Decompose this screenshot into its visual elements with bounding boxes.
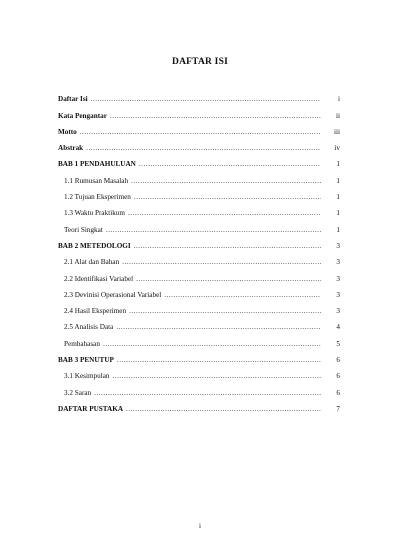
dot-leader bbox=[117, 356, 321, 365]
toc-entry-page: 4 bbox=[336, 323, 340, 332]
toc-entry-page: 1 bbox=[336, 209, 340, 218]
toc-entry-page: 6 bbox=[336, 388, 340, 397]
toc-chapter-entry bbox=[58, 235, 340, 251]
toc-subentry bbox=[58, 186, 340, 202]
toc-entry-label: 2.3 Devinisi Operasional Variabel bbox=[64, 290, 162, 299]
toc-chapter-entry bbox=[58, 121, 340, 137]
toc-entry-label: 3.2 Saran bbox=[64, 388, 92, 397]
toc-entry-page: i bbox=[338, 95, 340, 104]
toc-entry-page: 1 bbox=[336, 160, 340, 169]
toc-entry-label: 2.4 Hasil Eksperimen bbox=[64, 307, 127, 316]
toc-entry-page: 6 bbox=[336, 356, 340, 365]
dot-leader bbox=[134, 242, 321, 251]
dot-leader bbox=[136, 275, 321, 284]
toc-entry-label: Kata Pengantar bbox=[58, 111, 107, 120]
toc-subentry bbox=[58, 202, 340, 218]
toc-chapter-entry bbox=[58, 88, 340, 104]
toc-subentry bbox=[58, 169, 340, 185]
page-title: DAFTAR ISI bbox=[172, 57, 228, 67]
toc-entry-label: 2.5 Analisis Data bbox=[64, 323, 114, 332]
dot-leader bbox=[131, 177, 321, 186]
toc-subentry bbox=[58, 300, 340, 316]
toc-entry-label: BAB 2 METEDOLOGI bbox=[58, 241, 131, 250]
toc-subentry bbox=[58, 284, 340, 300]
dot-leader bbox=[86, 144, 321, 153]
toc-entry-page: 3 bbox=[336, 241, 340, 250]
toc-entry-page: 3 bbox=[336, 274, 340, 283]
dot-leader bbox=[128, 209, 321, 218]
toc-entry-page: 7 bbox=[336, 404, 340, 413]
dot-leader bbox=[126, 405, 321, 414]
page-number: i bbox=[199, 522, 201, 530]
dot-leader bbox=[134, 193, 321, 202]
toc-entry-page: 1 bbox=[336, 193, 340, 202]
dot-leader bbox=[122, 258, 321, 267]
toc-entry-label: BAB 3 PENUTUP bbox=[58, 356, 114, 365]
toc-subentry bbox=[58, 251, 340, 267]
toc-entry-page: 1 bbox=[336, 176, 340, 185]
toc-subentry bbox=[58, 381, 340, 397]
toc-chapter-entry bbox=[58, 349, 340, 365]
toc-subentry bbox=[58, 365, 340, 381]
toc-entry-page: iv bbox=[334, 144, 340, 153]
toc-entry-page: ii bbox=[336, 111, 340, 120]
dot-leader bbox=[113, 372, 321, 381]
toc-subentry bbox=[58, 332, 340, 348]
toc-subentry bbox=[58, 316, 340, 332]
toc-entry-label: BAB 1 PENDAHULUAN bbox=[58, 160, 136, 169]
dot-leader bbox=[129, 307, 321, 316]
toc-entry-page: 6 bbox=[336, 372, 340, 381]
toc-entry-label: Motto bbox=[58, 127, 77, 136]
toc-entry-label: DAFTAR PUSTAKA bbox=[58, 404, 124, 413]
toc-chapter-entry bbox=[58, 153, 340, 169]
toc-entry-label: Teori Singkat bbox=[64, 225, 103, 234]
dot-leader bbox=[106, 226, 321, 235]
toc-entry-label: 2.1 Alat dan Bahan bbox=[64, 258, 120, 267]
toc-entry-label: 1.1 Rumusan Masalah bbox=[64, 176, 129, 185]
dot-leader bbox=[116, 323, 321, 332]
toc-entry-page: 5 bbox=[336, 339, 340, 348]
toc-entry-page: 3 bbox=[336, 258, 340, 267]
toc-entry-page: 3 bbox=[336, 307, 340, 316]
toc-entry-label: Pembahasan bbox=[64, 339, 100, 348]
toc-entry-label: 1.2 Tujuan Eksperimen bbox=[64, 193, 131, 202]
toc-chapter-entry bbox=[58, 398, 340, 414]
dot-leader bbox=[139, 160, 321, 169]
dot-leader bbox=[110, 112, 321, 121]
toc-subentry bbox=[58, 218, 340, 234]
dot-leader bbox=[91, 95, 321, 104]
dot-leader bbox=[164, 291, 321, 300]
dot-leader bbox=[103, 340, 321, 349]
toc-entry-label: 3.1 Kesimpulan bbox=[64, 372, 110, 381]
toc-chapter-entry bbox=[58, 137, 340, 153]
dot-leader bbox=[94, 389, 321, 398]
toc-entry-label: 1.3 Waktu Praktikum bbox=[64, 209, 125, 218]
toc-subentry bbox=[58, 267, 340, 283]
toc-entry-page: 3 bbox=[336, 290, 340, 299]
toc-entry-label: Daftar Isi bbox=[58, 95, 88, 104]
toc-entry-page: iii bbox=[334, 127, 340, 136]
toc-entry-label: 2.2 Identifikasi Variabel bbox=[64, 274, 134, 283]
toc-chapter-entry bbox=[58, 104, 340, 120]
toc-entry-page: 1 bbox=[336, 225, 340, 234]
dot-leader bbox=[80, 128, 321, 137]
table-of-contents bbox=[58, 88, 340, 414]
toc-entry-label: Abstrak bbox=[58, 144, 84, 153]
